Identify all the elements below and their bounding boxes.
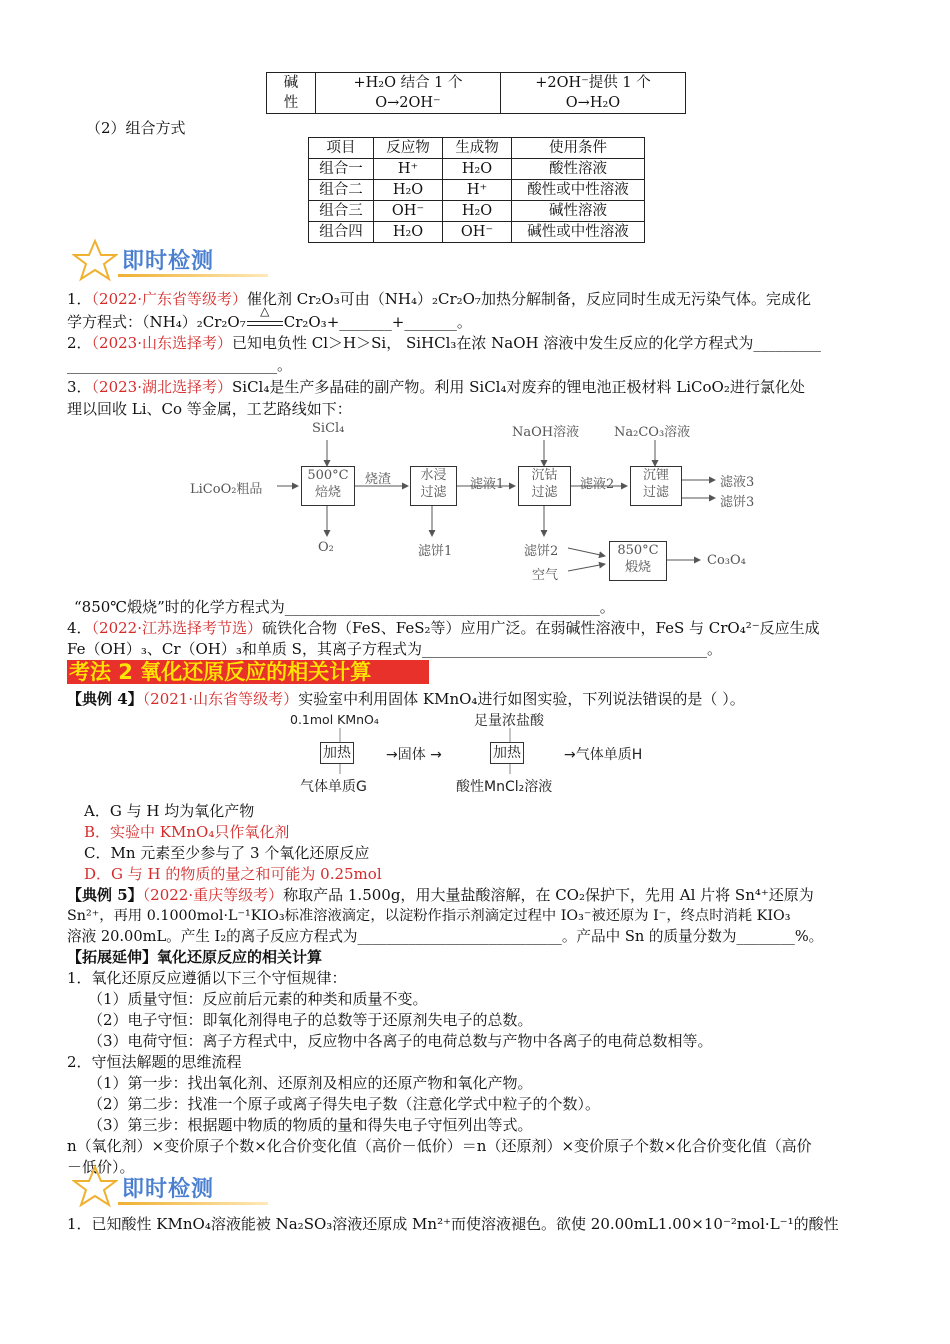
q3-line1 bbox=[67, 376, 805, 398]
label-solid: →固体 → bbox=[386, 747, 442, 763]
label-slag: 烧渣 bbox=[365, 472, 392, 487]
section-check-title: 即时检测 bbox=[122, 1177, 215, 1202]
td: 组合四 bbox=[309, 222, 374, 243]
cell bbox=[501, 73, 686, 114]
td: 酸性或中性溶液 bbox=[512, 180, 645, 201]
label-mncl2: 酸性MnCl₂溶液 bbox=[456, 779, 553, 795]
q2-line1 bbox=[67, 332, 821, 354]
q4-line1 bbox=[67, 617, 820, 639]
q-num: 4． bbox=[67, 619, 92, 637]
star-icon bbox=[72, 1164, 118, 1208]
td: OH⁻ bbox=[374, 201, 443, 222]
th: 项目 bbox=[309, 138, 374, 159]
td: H₂O bbox=[374, 180, 443, 201]
label-co3o4: Co₃O₄ bbox=[707, 553, 746, 568]
q-text: SiCl₄是生产多晶硅的副产物。利用 SiCl₄对废弃的锂电池正极材料 LiCoO₂进行氯化处 bbox=[232, 378, 805, 396]
ex5-line1 bbox=[67, 884, 814, 906]
label-sicl4: SiCl₄ bbox=[312, 421, 345, 436]
label-naoh: NaOH溶液 bbox=[512, 425, 580, 440]
q4-line2: Fe（OH）₃、Cr（OH）₃和单质 S，其离子方程式为______________________________________。 bbox=[67, 640, 722, 658]
option-d: D．G 与 H 的物质的量之和可能为 0.25mol bbox=[84, 865, 382, 883]
td: 酸性溶液 bbox=[512, 159, 645, 180]
q-text: 学方程式：（NH₄）₂Cr₂O₇ bbox=[67, 313, 246, 331]
box-lithium: 沉锂 过滤 bbox=[630, 466, 682, 506]
row-label: 碱 性 bbox=[267, 73, 316, 114]
ex5-line2: Sn²⁺，再用 0.1000mol·L⁻¹KIO₃标准溶液滴定，以淀粉作指示剂滴定过程中 IO₃⁻被还原为 I⁻，终点时消耗 KIO₃ bbox=[67, 908, 791, 924]
q-text: 称取产品 1.500g，用大量盐酸溶解，在 CO₂保护下，先用 Al 片将 Sn⁴⁺还原为 bbox=[283, 886, 814, 904]
ext-formula1: n（氧化剂）×变价原子个数×化合价变化值（高价－低价）＝n（还原剂）×变价原子个数×化合价变化值（高价 bbox=[67, 1137, 812, 1155]
label-licoo2: LiCoO₂粗品 bbox=[190, 482, 263, 497]
q-source: （2021·山东省等级考） bbox=[142, 690, 299, 708]
example-tag: 【典例 4】 bbox=[67, 690, 143, 708]
q-text: 硫铁化合物（FeS、FeS₂等）应用广泛。在弱碱性溶液中，FeS 与 CrO₄²⁻反应生成 bbox=[262, 619, 820, 637]
td: H⁺ bbox=[374, 159, 443, 180]
q-num: 1． bbox=[67, 290, 92, 308]
top-table bbox=[266, 72, 686, 114]
last-question: 1．已知酸性 KMnO₄溶液能被 Na₂SO₃溶液还原成 Mn²⁺而使溶液褪色。欲使 20.00mL1.00×10⁻²mol·L⁻¹的酸性 bbox=[67, 1215, 839, 1233]
q-source: （2022·江苏选择考节选） bbox=[91, 619, 262, 637]
label-cake2: 滤饼2 bbox=[524, 544, 559, 559]
label-acid: 足量浓盐酸 bbox=[474, 713, 544, 729]
label-air: 空气 bbox=[532, 568, 559, 583]
q-source: （2022·重庆等级考） bbox=[142, 886, 284, 904]
ex4-line bbox=[67, 688, 745, 710]
td: H₂O bbox=[374, 222, 443, 243]
label-gas-g: 气体单质G bbox=[300, 779, 367, 795]
q-text: 实验室中利用固体 KMnO₄进行如图实验，下列说法错误的是（ ）。 bbox=[298, 690, 745, 708]
table-row bbox=[309, 201, 645, 222]
q3-ask: “850℃煅烧”时的化学方程式为__________________________________________。 bbox=[74, 598, 615, 616]
table-row bbox=[309, 180, 645, 201]
ex5-line3: 溶液 20.00mL。产生 I₂的离子反应方程式为____________________________。产品中 Sn 的质量分数为________%。 bbox=[67, 928, 824, 945]
star-icon bbox=[72, 238, 118, 282]
kmno4-diagram bbox=[290, 710, 670, 800]
option-c: C．Mn 元素至少参与了 3 个氧化还原反应 bbox=[84, 844, 370, 862]
th: 生成物 bbox=[443, 138, 512, 159]
q-text: Cr₂O₃+_______+_______。 bbox=[283, 313, 472, 331]
td: 组合一 bbox=[309, 159, 374, 180]
combo-title: （2）组合方式 bbox=[86, 119, 186, 137]
ext-p2b: （2）第二步：找准一个原子或离子得失电子数（注意化学式中粒子的个数）。 bbox=[88, 1095, 601, 1113]
td: H⁺ bbox=[443, 180, 512, 201]
td: 组合二 bbox=[309, 180, 374, 201]
label-filtrate3: 滤液3 bbox=[720, 475, 755, 490]
label-o2: O₂ bbox=[318, 540, 334, 555]
section-check-header-2 bbox=[72, 1164, 272, 1208]
q-source: （2023·山东选择考） bbox=[91, 334, 232, 352]
cell-line: +2OH⁻提供 1 个 bbox=[535, 75, 651, 91]
ext-title: 【拓展延伸】氧化还原反应的相关计算 bbox=[67, 948, 323, 966]
td: H₂O bbox=[443, 159, 512, 180]
option-a: A．G 与 H 均为氧化产物 bbox=[84, 802, 255, 820]
q-num: 3． bbox=[67, 378, 92, 396]
flow-arrows bbox=[180, 418, 780, 588]
label-gas-h: →气体单质H bbox=[564, 747, 643, 763]
process-flow-diagram bbox=[180, 418, 780, 588]
ext-p1: 1．氧化还原反应遵循以下三个守恒规律： bbox=[67, 969, 347, 987]
td: 组合三 bbox=[309, 201, 374, 222]
heat-mark: △ bbox=[260, 304, 270, 318]
ext-p1a: （1）质量守恒：反应前后元素的种类和质量不变。 bbox=[88, 990, 428, 1008]
td: OH⁻ bbox=[443, 222, 512, 243]
q-source: （2022·广东省等级考） bbox=[91, 290, 247, 308]
cell-line: O→2OH⁻ bbox=[375, 95, 441, 111]
label-filtrate2: 滤液2 bbox=[580, 477, 615, 492]
q-source: （2023·湖北选择考） bbox=[91, 378, 232, 396]
label-kmno4: 0.1mol KMnO₄ bbox=[290, 712, 379, 727]
label-na2co3: Na₂CO₃溶液 bbox=[614, 425, 691, 440]
q1-line2 bbox=[67, 304, 472, 333]
example-tag: 【典例 5】 bbox=[67, 886, 143, 904]
heat-equals-sign bbox=[246, 304, 284, 333]
section-underline bbox=[118, 1202, 268, 1205]
box-cobalt: 沉钴 过滤 bbox=[518, 466, 571, 506]
td: H₂O bbox=[443, 201, 512, 222]
q3-line2: 理以回收 Li、Co 等金属，工艺路线如下： bbox=[67, 400, 352, 418]
label-cake1: 滤饼1 bbox=[418, 544, 453, 559]
ext-p1b: （2）电子守恒：即氧化剂得电子的总数等于还原剂失电子的总数。 bbox=[88, 1011, 533, 1029]
q1-line1 bbox=[67, 288, 811, 310]
th: 使用条件 bbox=[512, 138, 645, 159]
section-underline bbox=[118, 274, 268, 277]
box-heat2: 加热 bbox=[490, 742, 524, 764]
section-check-title: 即时检测 bbox=[122, 249, 215, 274]
ext-p1c: （3）电荷守恒：离子方程式中，反应物中各离子的电荷总数与产物中各离子的电荷总数相等。 bbox=[88, 1032, 713, 1050]
box-leach: 水浸 过滤 bbox=[410, 466, 457, 506]
label-cake3: 滤饼3 bbox=[720, 495, 755, 510]
box-heat1: 加热 bbox=[320, 742, 354, 764]
combo-table bbox=[308, 137, 645, 243]
ext-formula2: －低价）。 bbox=[67, 1158, 135, 1176]
q-text: 催化剂 Cr₂O₃可由（NH₄）₂Cr₂O₇加热分解制备，反应同时生成无污染气体。完成化 bbox=[247, 290, 811, 308]
cell bbox=[316, 73, 501, 114]
td: 碱性溶液 bbox=[512, 201, 645, 222]
cell-line: O→H₂O bbox=[565, 95, 621, 111]
q-text: 已知电负性 Cl＞H＞Si， SiHCl₃在浓 NaOH 溶液中发生反应的化学方程式为_________ bbox=[232, 334, 821, 352]
option-b: B．实验中 KMnO₄只作氧化剂 bbox=[84, 823, 290, 841]
ext-p2c: （3）第三步：根据题中物质的物质的量和得失电子守恒列出等式。 bbox=[88, 1116, 533, 1134]
label-filtrate1: 滤液1 bbox=[470, 477, 505, 492]
box-roast: 500°C 焙烧 bbox=[301, 466, 355, 506]
q-num: 2． bbox=[67, 334, 92, 352]
q2-line2: ____________________________。 bbox=[67, 356, 293, 374]
th: 反应物 bbox=[374, 138, 443, 159]
method-heading: 考法 2 氧化还原反应的相关计算 bbox=[69, 660, 372, 684]
section-check-header bbox=[72, 238, 272, 282]
cell-line: +H₂O 结合 1 个 bbox=[353, 75, 463, 91]
box-calcine: 850°C 煅烧 bbox=[609, 541, 667, 581]
ext-p2a: （1）第一步：找出氧化剂、还原剂及相应的还原产物和氧化产物。 bbox=[88, 1074, 533, 1092]
table-row bbox=[309, 222, 645, 243]
td: 碱性或中性溶液 bbox=[512, 222, 645, 243]
ext-p2: 2．守恒法解题的思维流程 bbox=[67, 1053, 242, 1071]
table-row bbox=[309, 159, 645, 180]
